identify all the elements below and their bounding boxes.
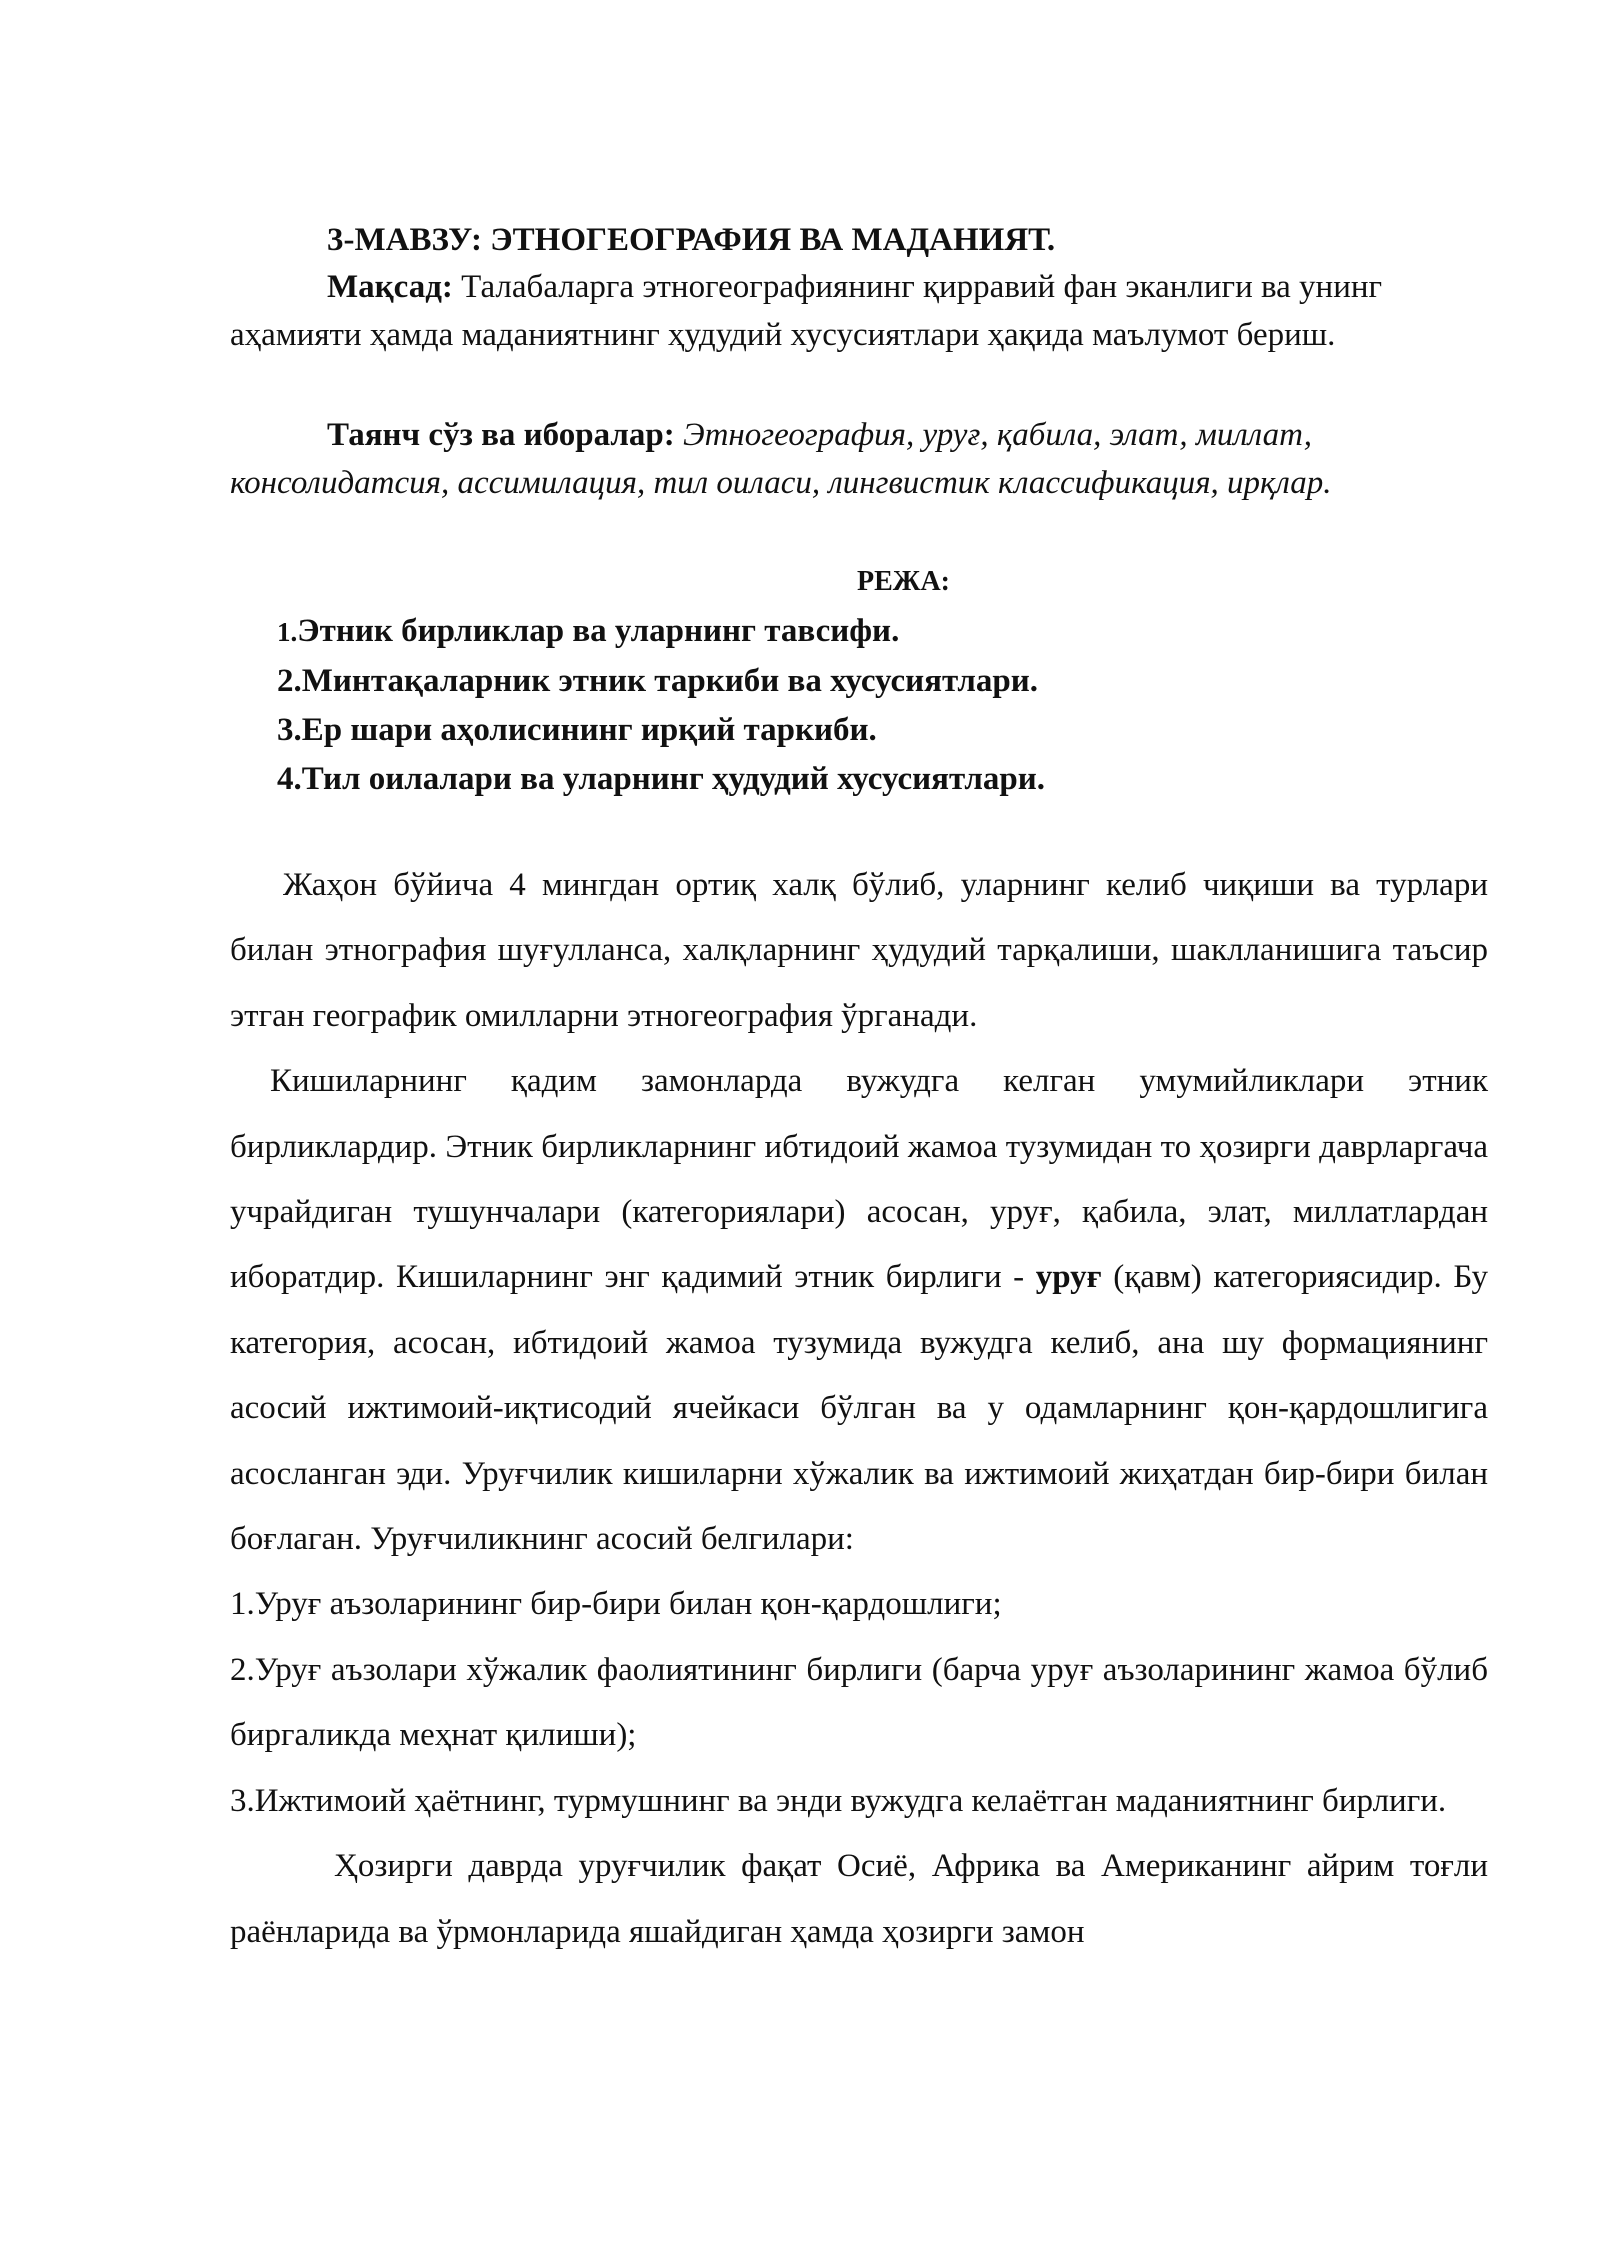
plan-item: [277, 706, 1045, 755]
clan-term: уруғ: [1035, 1259, 1102, 1296]
plan-item-text: Минтақаларник этник таркиби ва хусусиятлари.: [301, 663, 1039, 699]
ethnic-units-text: Кишиларнинг қадим замонларда вужудга келган умумийликлари этник бирликлардир. Этник бирликларнинг ибтидоий жамоа тузумидан то ҳозирги даврларгача учрайдиган тушунчалари (категориялари) асосан, уруғ, қабила, элат, миллатлардан иборатдир. Кишиларнинг энг қадимий этник бирлиги -: [230, 1063, 1488, 1296]
plan-item: [277, 657, 1045, 706]
plan-item: [277, 607, 1045, 657]
plan-item-number: 4.: [277, 761, 302, 797]
body-text: [230, 853, 1488, 1965]
modern-clan-paragraph: Ҳозирги даврда уруғчилик фақат Осиё, Африка ва Американинг айрим тоғли раёнларида ва ўрмонларида яшайдиган ҳамда ҳозирги замон: [230, 1848, 1488, 1950]
plan-item-text: Тил оилалари ва уларнинг ҳудудий хусусиятлари.: [301, 761, 1046, 797]
keywords-text: Этногеография, уруғ, қабила, элат, миллат, консолидатсия, ассимилация, тил оиласи, лингвистик классификация, ирқлар.: [230, 417, 1332, 501]
plan-item-number: 2.: [277, 663, 302, 699]
ethnic-units-paragraph: [230, 1049, 1488, 1572]
clan-sign-1: 1.Уруғ аъзоларининг бир-бири билан қон-қардошлиги;: [230, 1586, 1002, 1623]
plan-heading: РЕЖА:: [857, 566, 951, 597]
plan-item-text: Этник бирликлар ва уларнинг тавсифи.: [297, 613, 900, 649]
goal-label: Мақсад:: [327, 269, 453, 305]
clan-sign-2: 2.Уруғ аъзолари хўжалик фаолиятининг бирлиги (барча уруғ аъзоларининг жамоа бўлиб биргаликда меҳнат қилиши);: [230, 1651, 1488, 1754]
plan-item-number: 1.: [277, 617, 298, 647]
plan-list: [277, 607, 1045, 804]
goal-text: Талабаларга этногеографиянинг қирравий фан эканлиги ва унинг аҳамияти ҳамда маданиятнинг ҳудудий хусусиятлари ҳақида маълумот бериш.: [230, 269, 1383, 353]
plan-item-text: Ер шари аҳолисининг ирқий таркиби.: [301, 712, 877, 748]
clan-sign-3: 3.Ижтимоий ҳаётнинг, турмушнинг ва энди вужудга келаётган маданиятнинг бирлиги.: [230, 1782, 1447, 1819]
goal-paragraph: [230, 263, 1488, 359]
plan-item: [277, 755, 1045, 804]
keywords-paragraph: [230, 411, 1488, 507]
plan-item-number: 3.: [277, 712, 302, 748]
keywords-label: Таянч сўз ва иборалар:: [327, 417, 675, 453]
topic-heading: 3-МАВЗУ: ЭТНОГЕОГРАФИЯ ВА МАДАНИЯТ.: [327, 222, 1056, 258]
clan-description: (қавм) категориясидир. Бу категория, асосан, ибтидоий жамоа тузумида вужудга келиб, ана шу формациянинг асосий ижтимоий-иқтисодий ячейкаси бўлган ва у одамларнинг қон-қардошлигига асосланган эди. Уруғчилик кишиларни хўжалик ва ижтимоий жиҳатдан бир-бири билан боғлаган. Уруғчиликнинг асосий белгилари:: [230, 1259, 1489, 1558]
intro-paragraph: Жаҳон бўйича 4 мингдан ортиқ халқ бўлиб, уларнинг келиб чиқиши ва турлари билан этнография шуғулланса, халқларнинг ҳудудий тарқалиши, шаклланишига таъсир этган географик омилларни этногеография ўрганади.: [230, 867, 1488, 1034]
